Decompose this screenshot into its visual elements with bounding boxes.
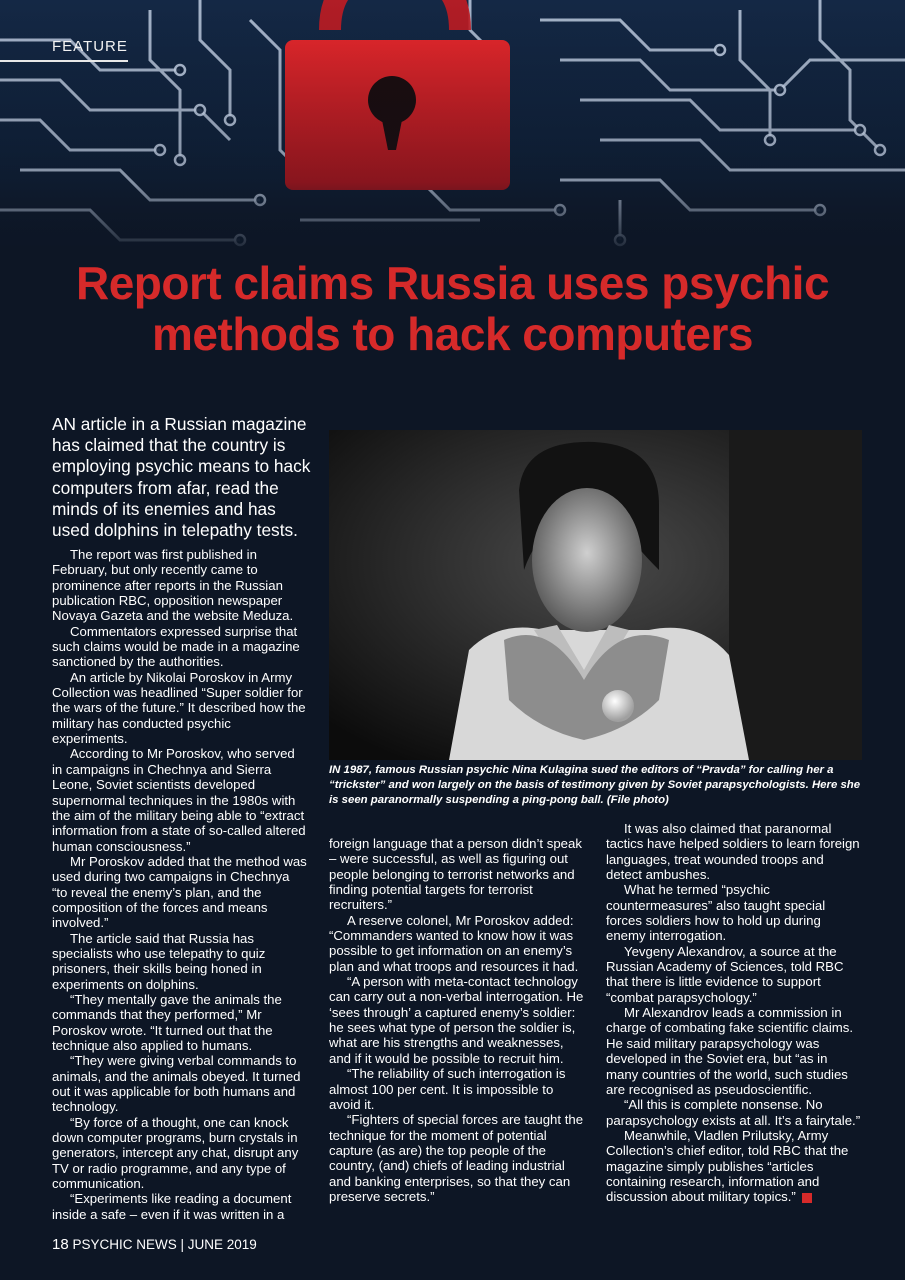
body-paragraph: Mr Poroskov added that the method was used during two campaigns in Chechnya “to reveal the enemy’s plan, and the composition of the forces and means involved.” (52, 853, 307, 931)
body-paragraph: An article by Nikolai Poroskov in Army Collection was headlined “Super soldier for the wars of the future.” It described how the military has conducted psychic experiments. (52, 669, 306, 747)
body-paragraph: Commentators expressed surprise that such claims would be made in a magazine sanctioned by the authorities. (52, 623, 300, 670)
end-of-article-icon (802, 1193, 812, 1203)
body-paragraph: “They were giving verbal commands to animals, and the animals obeyed. It turned out it was applicable for both humans and technology. (52, 1053, 301, 1115)
body-paragraph: “A person with meta-contact technology can carry out a non-verbal interrogation. He ‘sees through’ a captured enemy’s soldier: he sees what type of person the soldier is, what are his strengths and weaknesses, and if it would be possible to recruit him. (329, 974, 584, 1066)
article-column-1 (52, 547, 308, 1222)
article-column-3 (606, 821, 862, 1205)
body-paragraph: foreign language that a person didn’t speak – were successful, as well as figuring out people belonging to terrorist networks and finding potential targets for terrorist recruiters.” (329, 836, 582, 913)
headline: Report claims Russia uses psychic methods to hack computers (75, 257, 830, 360)
footer-separator: | (180, 1237, 184, 1252)
ping-pong-ball (602, 690, 634, 722)
circuit-board-padlock-illustration (0, 0, 905, 260)
hero-image (0, 0, 905, 260)
body-paragraph: The article said that Russia has specialists who use telepathy to quiz prisoners, their skills being honed in experiments on dolphins. (52, 930, 266, 992)
page-number: 18 (52, 1236, 69, 1253)
body-paragraph: “Fighters of special forces are taught the technique for the moment of potential capture (as are) the top people of the country, (and) chiefs of leading industrial and banking enterprises, so that they can preserve secrets.” (329, 1112, 584, 1204)
body-paragraph: Yevgeny Alexandrov, a source at the Russian Academy of Sciences, told RBC that there is little evidence to support “combat parapsychology.” (606, 943, 844, 1005)
body-paragraph: “The reliability of such interrogation is almost 100 per cent. It is impossible to avoid it. (329, 1066, 566, 1112)
body-paragraph: “Experiments like reading a document inside a safe – even if it was written in a (52, 1191, 292, 1222)
article-column-2 (329, 836, 585, 1204)
final-paragraph-text: Meanwhile, Vladlen Prilutsky, Army Collection’s chief editor, told RBC that the magazine simply publishes “articles containing research, information and discussion about military topics.” (606, 1127, 849, 1205)
body-paragraph: According to Mr Poroskov, who served in campaigns in Chechnya and Sierra Leone, Soviet scientists developed supernormal techniques in the 1980s with the aim of the military being able to “extract information from a state of so-called altered human consciousness.” (52, 746, 306, 854)
body-paragraph: A reserve colonel, Mr Poroskov added: “Commanders wanted to know how it was possible to get information on an enemy’s plan and what troops and resources it had. (329, 912, 579, 974)
body-paragraph: The report was first published in February, but only recently came to prominence after reports in the Russian publication RBC, opposition newspaper Novaya Gazeta and the website Meduza. (52, 547, 294, 624)
lede-paragraph: AN article in a Russian magazine has claimed that the country is employing psychic means to hack computers from afar, read the minds of its enemies and has used dolphins in telepathy tests. (52, 414, 311, 541)
body-paragraph (606, 1128, 862, 1205)
psychic-photo-image (329, 430, 862, 760)
photo-caption: IN 1987, famous Russian psychic Nina Kulagina sued the editors of “Pravda” for calling her a “trickster” and won largely on the basis of testimony given by Soviet parapsychologists. Here she is seen paranormally suspending a ping-pong ball. (File photo) (329, 764, 861, 806)
body-paragraph: It was also claimed that paranormal tactics have helped soldiers to learn foreign languages, treat wounded troops and detect ambushes. (606, 821, 860, 883)
issue-date: JUNE 2019 (187, 1237, 257, 1252)
publication-name: PSYCHIC NEWS (72, 1237, 177, 1252)
body-paragraph: “They mentally gave the animals the commands that they performed,” Mr Poroskov wrote. “It turned out that the technique also applied to humans. (52, 991, 282, 1053)
body-paragraph: “By force of a thought, one can knock down computer programs, burn crystals in generators, intercept any chat, disrupt any TV or radio programme, and any type of communication. (52, 1114, 299, 1192)
body-paragraph: “All this is complete nonsense. No parapsychology exists at all. It’s a fairytale.” (606, 1097, 861, 1128)
section-label: FEATURE (52, 38, 128, 55)
page-footer (52, 1236, 257, 1253)
body-paragraph: Mr Alexandrov leads a commission in charge of combating fake scientific claims. He said military parapsychology was developed in the Soviet era, but “as in many countries of the world, such studies are recognised as pseudoscientific. (606, 1005, 854, 1097)
photo (329, 430, 862, 760)
section-divider (0, 60, 128, 62)
body-paragraph: What he termed “psychic countermeasures” also taught special forces soldiers how to hold up during enemy interrogation. (606, 882, 826, 944)
